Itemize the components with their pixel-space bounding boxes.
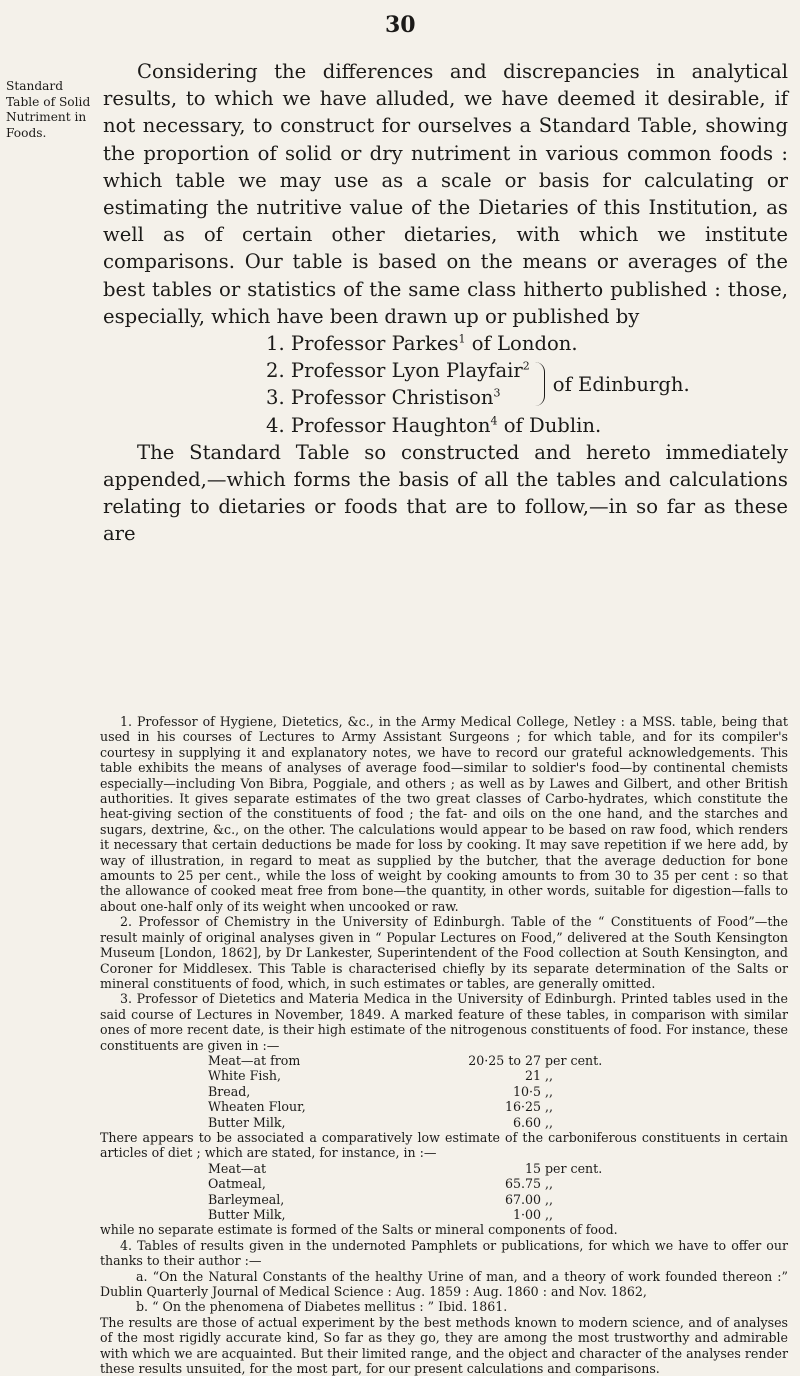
row-value: 10·5 [512, 1083, 541, 1099]
authorities-list [266, 330, 788, 439]
row-value: 65.75 [504, 1176, 541, 1192]
conclusion-paragraph: The Standard Table so constructed and hereto immediately appended,—which forms the basis of all the tables and calculations relating to dietaries or foods that are to follow,—in so far as these are [103, 440, 788, 546]
row-value: 20·25 to 27 [468, 1052, 541, 1068]
authority-name: 3. Professor Christison [266, 386, 494, 410]
row-value: 15 [524, 1160, 541, 1176]
row-value: 1·00 [512, 1207, 541, 1222]
table-row [208, 1084, 615, 1099]
table-row [208, 1192, 615, 1207]
row-name: Wheaten Flour, [208, 1099, 306, 1115]
authority-name: 4. Professor Haughton [266, 413, 491, 437]
footnote-ref: 4 [490, 414, 498, 428]
footnote-2: 2. Professor of Chemistry in the University of Edinburgh. Table of the “ Constituents of Food”—the result mainly of original analyses given in “ Popular Lectures on Food,” delivered at the South Kensington Museum [London, 1862], by Dr Lankester, Superintendent of the Food collection at South Kensington, and Coroner for Middlesex. This Table is characterised chiefly by its separate determination of the Salts or mineral constituents of food, which, in such estimates or tables, are generally omitted. [100, 914, 788, 991]
intro-paragraph: Considering the differences and discrepancies in analytical results, to which we have alluded, we have deemed it desirable, if not necessary, to construct for ourselves a Standard Table, showing the proportion of solid or dry nutriment in various common foods : which table we may use as a scale or basis for calculating or estimating the nutritive value of the Dietaries of this Institution, as well as of certain other dietaries, with which we institute comparisons. Our table is based on the means or averages of the best tables or statistics of the same class hitherto published : those, especially, which have been drawn up or published by [103, 60, 788, 328]
row-name: Oatmeal, [208, 1176, 266, 1192]
table-row [208, 1161, 615, 1176]
authority-christison [266, 384, 530, 411]
footnote-ref: 3 [493, 386, 501, 400]
row-name: Barleymeal, [208, 1191, 285, 1207]
row-value: 21 [524, 1068, 541, 1084]
footnote-4b: b. “ On the phenomena of Diabetes mellitus : ” Ibid. 1861. [136, 1299, 508, 1315]
row-unit: ,, [545, 1191, 554, 1207]
footnote-3: 3. Professor of Dietetics and Materia Medica in the University of Edinburgh. Printed tables used in the said course of Lectures in November, 1849. A marked feature of these tables, in comparison with similar ones of more recent date, is their high estimate of the nitrogenous constituents of food. For instance, these constituents are given in :— [100, 991, 788, 1053]
footnote-3-middle: There appears to be associated a comparatively low estimate of the carboniferous constituents in certain articles of diet ; which are stated, for instance, in :— [100, 1129, 788, 1161]
table-row [208, 1115, 615, 1130]
row-unit: ,, [545, 1068, 554, 1084]
footnotes [100, 714, 788, 1376]
authority-name: 1. Professor Parkes [266, 332, 459, 356]
row-value: 16·25 [504, 1099, 541, 1115]
authority-place: of London. [471, 332, 578, 356]
row-unit: ,, [545, 1099, 554, 1115]
row-name: Meat—at from [208, 1052, 301, 1068]
row-unit: ,, [545, 1176, 554, 1192]
footnote-4-end: The results are those of actual experiment by the best methods known to modern science, and of analyses of the most rigidly accurate kind, So far as they go, they are among the most trustworthy and admirable with which we are acquainted. But their limited range, and the object and character of the analyses render these results unsuited, for the most part, for our present calculations and comparisons. [100, 1314, 788, 1376]
row-unit: ,, [545, 1114, 554, 1130]
table-row [208, 1176, 615, 1191]
carboniferous-table [208, 1161, 615, 1223]
table-row [208, 1099, 615, 1114]
nitrogenous-table [208, 1053, 615, 1130]
authority-place: of Dublin. [503, 413, 602, 437]
page-number: 30 [385, 12, 416, 38]
authority-place: of Edinburgh. [552, 372, 690, 396]
authority-group-edinburgh [266, 357, 788, 411]
footnote-1: 1. Professor of Hygiene, Dietetics, &c., in the Army Medical College, Netley : a MSS. table, being that used in his courses of Lectures to Army Assistant Surgeons ; for which table, and for its compiler's courtesy in supplying it and explanatory notes, we have to record our grateful acknowledgements. This table exhibits the means of analyses of average food—similar to soldier's food—by continental chemists especially—including Von Bibra, Poggiale, and others ; as well as by Lawes and Gilbert, and other British authorities. It gives separate estimates of the two great classes of Carbo-hydrates, which constitute the heat-giving section of the constituents of food ; the fat- and oils on the one hand, and the starches and sugars, dextrine, &c., on the other. The calculations would appear to be based on raw food, which renders it necessary that certain deductions be made for loss by cooking. It may save repetition if we here add, by way of illustration, in regard to meat as supplied by the butcher, that the average deduction for bone amounts to 25 per cent., while the loss of weight by cooking amounts to from 30 to 35 per cent : so that the allowance of cooked meat free from bone—the quantity, in other words, suitable for digestion—falls to about one-half only of its weight when uncooked or raw. [100, 714, 788, 914]
row-unit: per cent. [545, 1160, 603, 1176]
row-name: Bread, [208, 1083, 251, 1099]
row-name: Meat—at [208, 1160, 267, 1176]
table-row [208, 1207, 615, 1222]
row-unit: ,, [545, 1207, 554, 1222]
row-name: Butter Milk, [208, 1207, 286, 1222]
authority-playfair [266, 357, 530, 384]
margin-note: Standard Table of Solid Nutriment in Foods. [6, 79, 91, 140]
footnote-ref: 2 [522, 359, 530, 373]
authority-parkes [266, 330, 788, 357]
footnote-4: 4. Tables of results given in the undernoted Pamphlets or publications, for which we have to offer our thanks to their author :— [100, 1237, 788, 1269]
footnote-ref: 1 [458, 332, 466, 346]
edinburgh-brace-group [266, 357, 788, 411]
row-unit: per cent. [545, 1052, 603, 1068]
authority-haughton [266, 412, 788, 439]
row-name: White Fish, [208, 1068, 281, 1084]
row-name: Butter Milk, [208, 1114, 286, 1130]
footnote-3-end: while no separate estimate is formed of the Salts or mineral components of food. [100, 1222, 618, 1238]
main-text [103, 58, 788, 548]
row-value: 6.60 [512, 1114, 541, 1130]
row-value: 67.00 [504, 1191, 541, 1207]
authority-name: 2. Professor Lyon Playfair [266, 359, 523, 383]
table-row [208, 1068, 615, 1083]
footnote-4a: a. “On the Natural Constants of the healthy Urine of man, and a theory of work founded thereon :” Dublin Quarterly Journal of Medical Science : Aug. 1859 : Aug. 1860 : and Nov. 1862, [100, 1268, 788, 1300]
table-row [208, 1053, 615, 1068]
brace-icon [534, 362, 545, 406]
row-unit: ,, [545, 1083, 554, 1099]
